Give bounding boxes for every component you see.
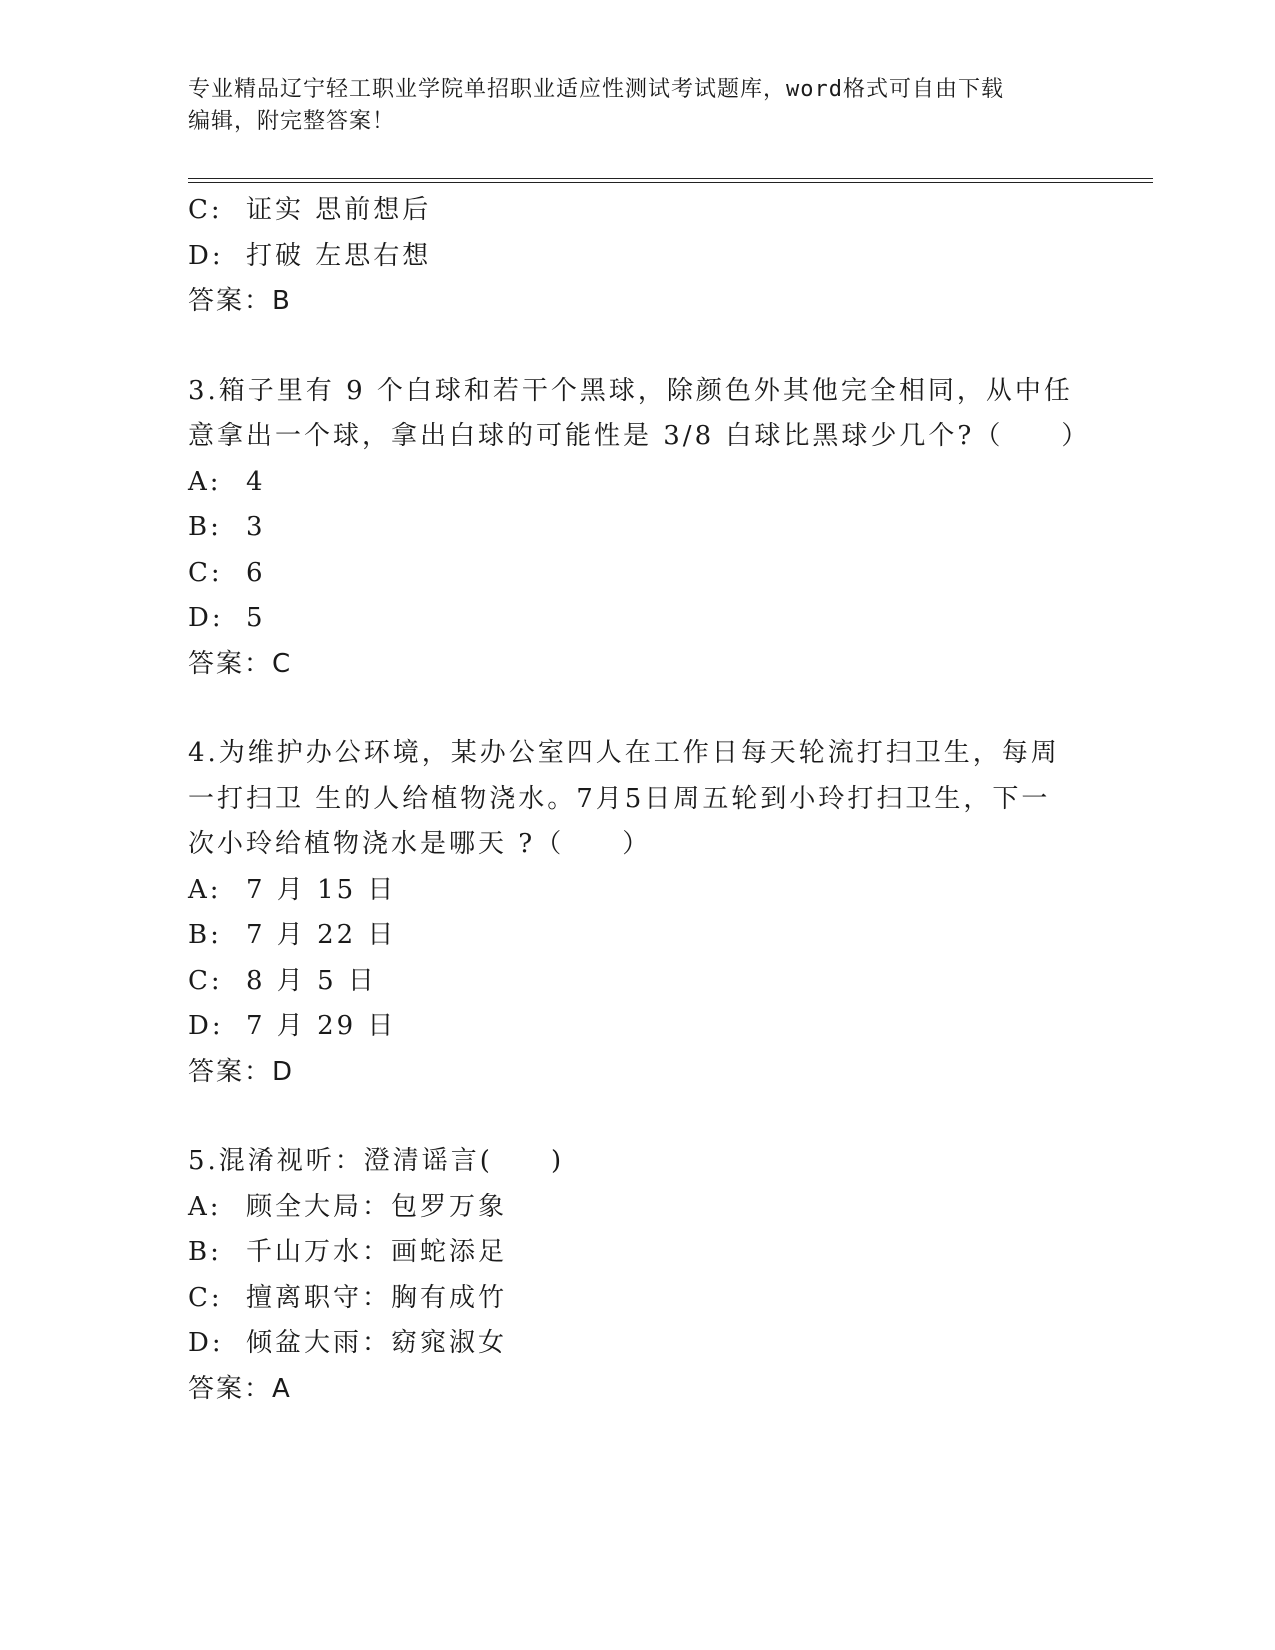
- option-key: C:: [188, 557, 223, 588]
- question-2: [188, 188, 1088, 325]
- option-d: [188, 1321, 1088, 1367]
- option-text: 证实 思前想后: [246, 195, 432, 225]
- question-list: [188, 188, 1091, 1412]
- option-text: 顾全大局：包罗万象: [246, 1191, 508, 1222]
- option-key: D:: [188, 603, 224, 633]
- option-key: A:: [188, 874, 222, 905]
- option-text: 3: [246, 512, 266, 542]
- question-text-line: 意拿出一个球，拿出白球的可能性是 3/8 白球比黑球少几个?（ ）: [188, 421, 1091, 451]
- option-b: [188, 913, 1088, 959]
- option-key: D:: [188, 1011, 224, 1041]
- option-text: 6: [246, 557, 266, 588]
- option-key: B:: [188, 920, 222, 950]
- option-c: [188, 551, 1088, 597]
- question-text-line: 次小玲给植物浇水是哪天 ?（ ）: [188, 829, 652, 859]
- option-key: D:: [188, 240, 224, 271]
- question-3: [188, 369, 1091, 688]
- option-c: [188, 188, 1088, 234]
- option-text: 5: [246, 603, 266, 633]
- option-d: [188, 596, 1088, 642]
- option-a: [188, 460, 1088, 506]
- option-text: 打破 左思右想: [246, 240, 432, 271]
- answer: 答案：B: [188, 286, 292, 316]
- question-5: [188, 1139, 1088, 1412]
- answer: 答案：D: [188, 1056, 295, 1087]
- option-key: B:: [188, 512, 222, 542]
- option-b: [188, 1230, 1088, 1276]
- question-text-line: 3.箱子里有 9 个白球和若干个黑球，除颜色外其他完全相同，从中任: [188, 375, 1073, 406]
- page-header: [188, 74, 1068, 138]
- option-key: C:: [188, 1282, 223, 1313]
- header-rule-top: [188, 178, 1153, 179]
- option-d: [188, 234, 1088, 280]
- option-c: [188, 959, 1088, 1005]
- option-c: [188, 1276, 1088, 1322]
- option-text: 7 月 29 日: [246, 1011, 397, 1041]
- question-4: [188, 731, 1088, 1095]
- header-rule-bottom: [188, 182, 1153, 183]
- option-text: 7 月 22 日: [246, 920, 397, 950]
- option-key: A:: [188, 1191, 222, 1222]
- option-text: 千山万水：画蛇添足: [246, 1237, 508, 1267]
- option-text: 擅离职守：胸有成竹: [246, 1282, 508, 1313]
- answer: 答案：A: [188, 1373, 292, 1404]
- header-line-1: 专业精品辽宁轻工职业学院单招职业适应性测试考试题库，word格式可自由下载: [188, 77, 1004, 102]
- option-text: 倾盆大雨：窈窕淑女: [246, 1328, 508, 1358]
- option-key: C:: [188, 195, 223, 225]
- question-text-line: 5.混淆视听：澄清谣言( ): [188, 1146, 565, 1176]
- option-d: [188, 1004, 1088, 1050]
- option-key: A:: [188, 466, 222, 497]
- option-a: [188, 868, 1088, 914]
- option-key: C:: [188, 965, 223, 996]
- option-key: B:: [188, 1237, 222, 1267]
- option-key: D:: [188, 1328, 224, 1358]
- question-text-line: 4.为维护办公环境，某办公室四人在工作日每天轮流打扫卫生，每周: [188, 738, 1060, 768]
- option-a: [188, 1185, 1088, 1231]
- question-text-line: 一打扫卫 生的人给植物浇水。7月5日周五轮到小玲打扫卫生，下一: [188, 783, 1051, 814]
- option-text: 7 月 15 日: [246, 874, 397, 905]
- option-text: 4: [246, 466, 266, 497]
- option-text: 8 月 5 日: [246, 965, 377, 996]
- header-line-2: 编辑，附完整答案！: [188, 109, 396, 134]
- answer: 答案：C: [188, 648, 293, 679]
- option-b: [188, 505, 1088, 551]
